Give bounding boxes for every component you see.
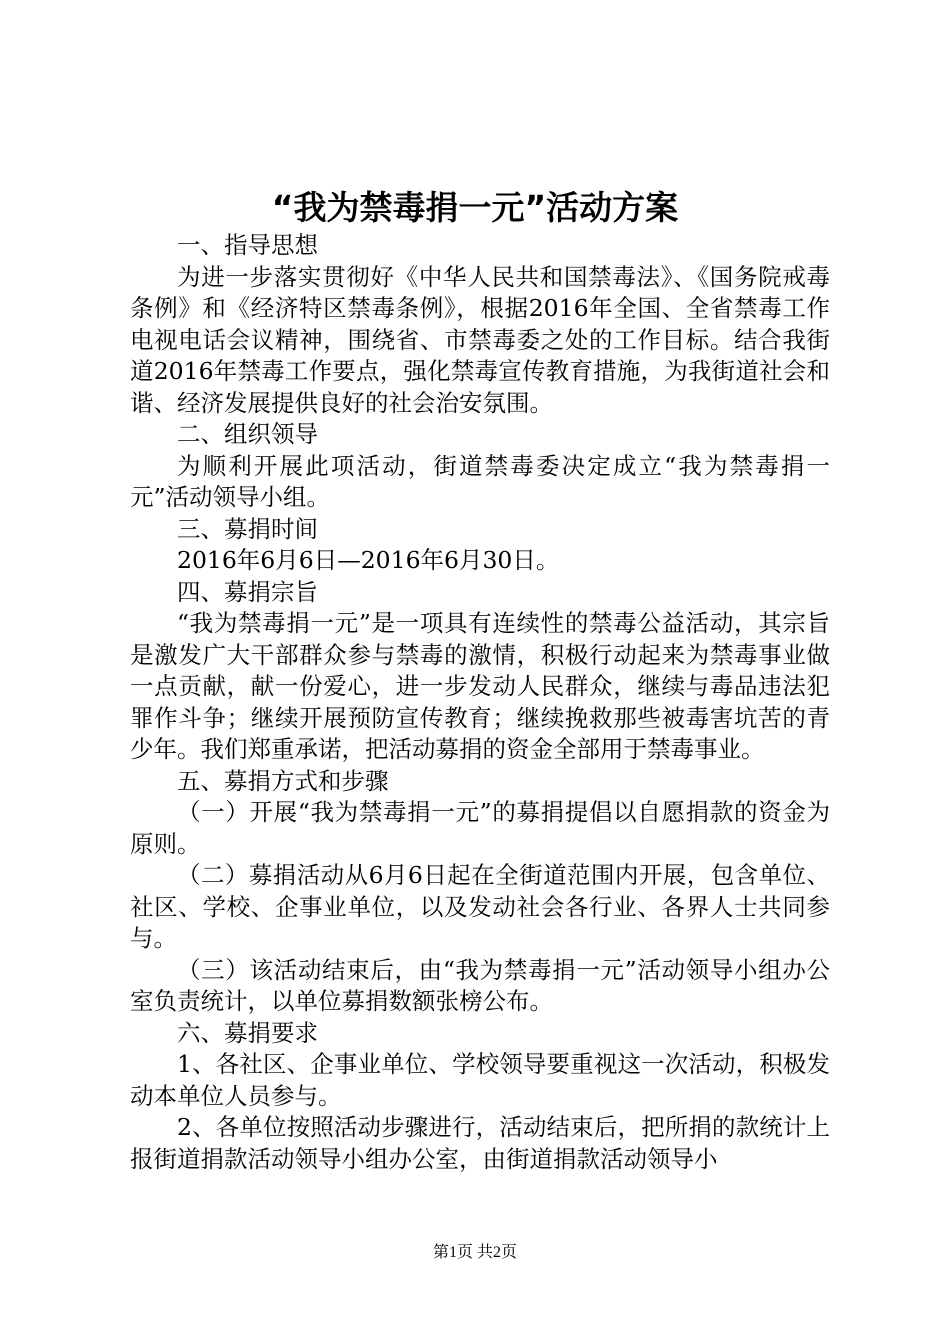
document-title: “我为禁毒捐一元”活动方案 [271,188,679,227]
paragraph-requirement-1: 1、各社区、企事业单位、学校领导要重视这一次活动，积极发动本单位人员参与。 [130,1050,830,1110]
section-heading-methods: 五、募捐方式和步骤 [177,766,389,795]
section-heading-purpose: 四、募捐宗旨 [177,577,318,606]
document-body [130,230,830,1175]
section-heading-guiding-ideology: 一、指导思想 [177,231,318,259]
section-heading-organization: 二、组织领导 [177,420,318,448]
paragraph-guiding-ideology: 为进一步落实贯彻好《中华人民共和国禁毒法》、《国务院戒毒条例》和《经济特区禁毒条例》，根据2016年全国、全省禁毒工作电视电话会议精神，围绕省、市禁毒委之处的工作目标。结合我街道2016年禁毒工作要点，强化禁毒宣传教育措施，为我街道社会和谐、经济发展提供良好的社会治安氛围。 [130,262,830,417]
paragraph-organization: 为顺利开展此项活动，街道禁毒委决定成立“我为禁毒捐一元”活动领导小组。 [130,451,830,511]
paragraph-method-3: （三）该活动结束后，由“我为禁毒捐一元”活动领导小组办公室负责统计，以单位募捐数额张榜公布。 [130,955,830,1015]
paragraph-method-1: （一）开展“我为禁毒捐一元”的募捐提倡以自愿捐款的资金为原则。 [130,798,830,858]
paragraph-time: 2016年6月6日—2016年6月30日。 [177,546,560,574]
paragraph-requirement-2: 2、各单位按照活动步骤进行，活动结束后，把所捐的款统计上报街道捐款活动领导小组办公室，由街道捐款活动领导小 [130,1113,830,1173]
paragraph-purpose: “我为禁毒捐一元”是一项具有连续性的禁毒公益活动，其宗旨是激发广大干部群众参与禁毒的激情，积极行动起来为禁毒事业做一点贡献，献一份爱心，进一步发动人民群众，继续与毒品违法犯罪作斗争；继续开展预防宣传教育；继续挽救那些被毒害坑苦的青少年。我们郑重承诺，把活动募捐的资金全部用于禁毒事业。 [130,609,830,763]
section-heading-time: 三、募捐时间 [177,514,318,543]
section-heading-requirements: 六、募捐要求 [177,1018,318,1047]
page-number: 第1页 共2页 [432,1244,517,1261]
paragraph-method-2: （二）募捐活动从6月6日起在全街道范围内开展，包含单位、社区、学校、企事业单位，以及发动社会各行业、各界人士共同参与。 [130,861,830,952]
